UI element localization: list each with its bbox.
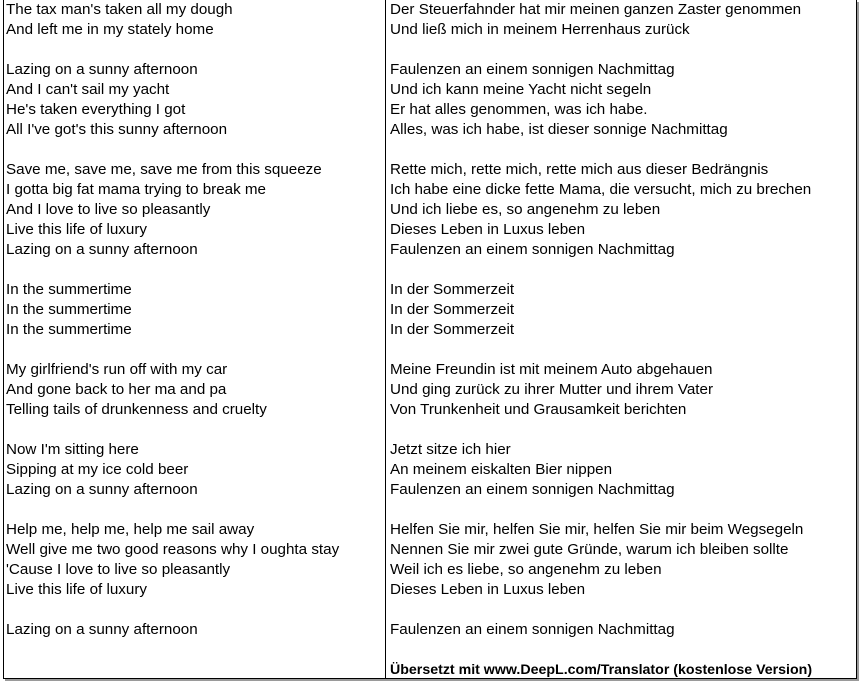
english-lyric-line: In the summertime <box>6 281 132 298</box>
english-lyric-line: And left me in my stately home <box>6 21 214 38</box>
english-lyric-line: In the summertime <box>6 321 132 338</box>
german-lyric-line <box>390 140 811 160</box>
german-lyric-line <box>390 340 811 360</box>
english-lyric-line: My girlfriend's run off with my car <box>6 361 228 378</box>
german-lyric-line <box>390 420 811 440</box>
english-lyric-line: Lazing on a sunny afternoon <box>6 621 198 638</box>
german-lyric-line <box>390 500 811 520</box>
german-lyric-line: Faulenzen an einem sonnigen Nachmittag <box>390 241 675 258</box>
english-lyric-line: Now I'm sitting here <box>6 441 139 458</box>
english-lyric-line <box>6 420 339 440</box>
english-lyric-line: The tax man's taken all my dough <box>6 1 233 18</box>
english-lyric-line <box>6 600 339 620</box>
english-lyric-line <box>6 40 339 60</box>
english-lyric-line: Live this life of luxury <box>6 221 147 238</box>
english-lyric-line: 'Cause I love to live so pleasantly <box>6 561 231 578</box>
german-lyric-line: Weil ich es liebe, so angenehm zu leben <box>390 561 662 578</box>
english-lyric-line <box>6 260 339 280</box>
english-lyric-line <box>6 140 339 160</box>
english-lyric-line: Save me, save me, save me from this squeeze <box>6 161 322 178</box>
german-lyric-line: An meinem eiskalten Bier nippen <box>390 461 613 478</box>
german-lyric-line: Nennen Sie mir zwei gute Gründe, warum ich bleiben sollte <box>390 541 789 558</box>
column-divider <box>385 0 386 678</box>
german-lyric-line: Der Steuerfahnder hat mir meinen ganzen Zaster genommen <box>390 1 802 18</box>
english-lyric-line: He's taken everything I got <box>6 101 186 118</box>
german-lyric-line: Und ließ mich in meinem Herrenhaus zurück <box>390 21 690 38</box>
german-lyric-line: Faulenzen an einem sonnigen Nachmittag <box>390 61 675 78</box>
english-lyric-line: And gone back to her ma and pa <box>6 381 227 398</box>
german-lyric-line <box>390 260 811 280</box>
german-lyric-line: Von Trunkenheit und Grausamkeit berichten <box>390 401 687 418</box>
german-lyric-line: Rette mich, rette mich, rette mich aus dieser Bedrängnis <box>390 161 769 178</box>
german-translation-column <box>390 0 811 640</box>
english-lyric-line <box>6 340 339 360</box>
english-lyric-line: Sipping at my ice cold beer <box>6 461 189 478</box>
german-lyric-line: Dieses Leben in Luxus leben <box>390 221 586 238</box>
german-lyric-line: Und ging zurück zu ihrer Mutter und ihrem Vater <box>390 381 714 398</box>
english-lyric-line: Telling tails of drunkenness and cruelty <box>6 401 267 418</box>
german-lyric-line: Ich habe eine dicke fette Mama, die versucht, mich zu brechen <box>390 181 812 198</box>
english-lyric-line: And I can't sail my yacht <box>6 81 170 98</box>
german-lyric-line: Er hat alles genommen, was ich habe. <box>390 101 648 118</box>
german-lyric-line: Dieses Leben in Luxus leben <box>390 581 586 598</box>
german-lyric-line: Faulenzen an einem sonnigen Nachmittag <box>390 621 675 638</box>
german-lyric-line <box>390 40 811 60</box>
german-lyric-line: In der Sommerzeit <box>390 321 515 338</box>
german-lyric-line: Jetzt sitze ich hier <box>390 441 511 458</box>
english-lyric-line: In the summertime <box>6 301 132 318</box>
english-lyric-line: And I love to live so pleasantly <box>6 201 211 218</box>
english-lyric-line: I gotta big fat mama trying to break me <box>6 181 266 198</box>
german-lyric-line: In der Sommerzeit <box>390 281 515 298</box>
english-lyric-line <box>6 500 339 520</box>
english-lyric-line: Well give me two good reasons why I oughta stay <box>6 541 340 558</box>
english-lyric-line: Lazing on a sunny afternoon <box>6 241 198 258</box>
german-lyric-line <box>390 600 811 620</box>
german-lyric-line: Helfen Sie mir, helfen Sie mir, helfen Sie mir beim Wegsegeln <box>390 521 804 538</box>
german-lyric-line: Alles, was ich habe, ist dieser sonnige Nachmittag <box>390 121 728 138</box>
english-lyric-line: Lazing on a sunny afternoon <box>6 481 198 498</box>
english-lyric-line: Help me, help me, help me sail away <box>6 521 255 538</box>
translator-credit: Übersetzt mit www.DeepL.com/Translator (kostenlose Version) <box>390 662 813 678</box>
english-lyrics-column <box>6 0 339 640</box>
german-lyric-line: Faulenzen an einem sonnigen Nachmittag <box>390 481 675 498</box>
german-lyric-line: Und ich liebe es, so angenehm zu leben <box>390 201 661 218</box>
german-lyric-line: Und ich kann meine Yacht nicht segeln <box>390 81 652 98</box>
english-lyric-line: All I've got's this sunny afternoon <box>6 121 228 138</box>
german-lyric-line: In der Sommerzeit <box>390 301 515 318</box>
german-lyric-line: Meine Freundin ist mit meinem Auto abgehauen <box>390 361 713 378</box>
english-lyric-line: Lazing on a sunny afternoon <box>6 61 198 78</box>
english-lyric-line: Live this life of luxury <box>6 581 147 598</box>
